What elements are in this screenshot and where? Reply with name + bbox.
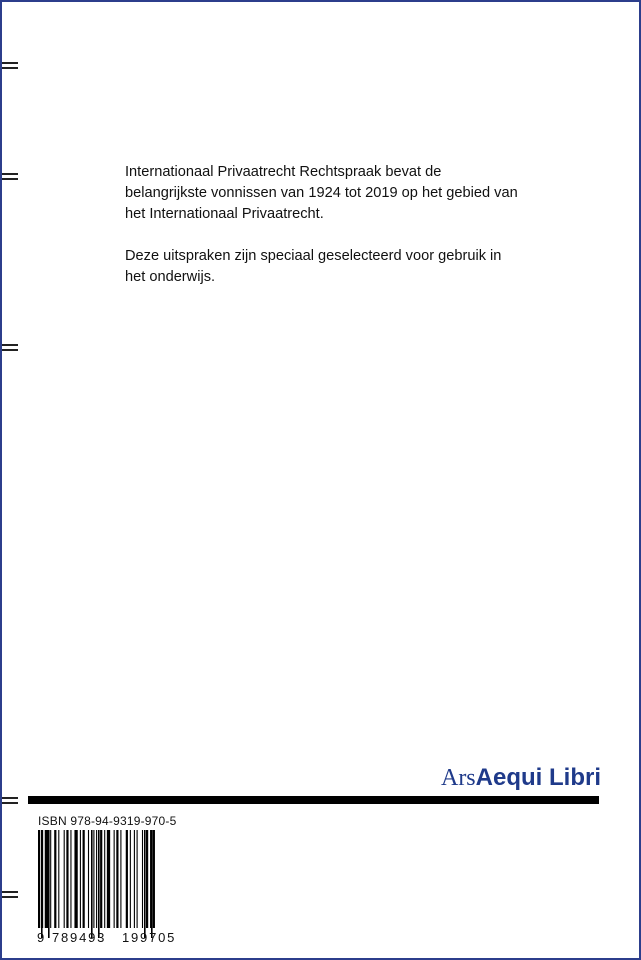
barcode-digit-lead: 9 — [37, 930, 47, 945]
barcode-guard-bar — [91, 830, 93, 938]
barcode-bar — [153, 830, 155, 928]
barcode-bar — [142, 830, 143, 928]
barcode-bar — [83, 830, 85, 928]
barcode-bar — [38, 830, 40, 928]
isbn-label: ISBN 978-94-9319-970-5 — [38, 814, 177, 828]
trim-mark — [2, 344, 18, 346]
trim-mark — [2, 173, 18, 175]
barcode-bar — [120, 830, 121, 928]
barcode-guard-bar — [151, 830, 153, 938]
barcode-bar — [137, 830, 138, 928]
barcode-bar — [107, 830, 110, 928]
barcode-bar — [54, 830, 56, 928]
barcode-bar — [66, 830, 68, 928]
divider-bar — [28, 796, 599, 804]
description-paragraph: Deze uitspraken zijn speciaal geselecteerd voor gebruik in het onderwijs. — [125, 248, 502, 285]
barcode-bar — [100, 830, 102, 928]
barcode-bar — [64, 830, 65, 928]
barcode-bar — [45, 830, 48, 928]
trim-mark — [2, 797, 18, 799]
barcode-digits-right: 199705 — [122, 930, 177, 945]
publisher-logo-aequi-libri: Aequi Libri — [475, 764, 601, 791]
barcode-guard-bar — [48, 830, 50, 938]
barcode-digits-left: 789493 — [52, 930, 107, 945]
barcode-bar — [134, 830, 135, 928]
barcode-bar — [104, 830, 105, 928]
barcode-guard-bar — [144, 830, 146, 938]
cover-description — [125, 162, 525, 309]
publisher-logo — [441, 764, 601, 792]
barcode-bar — [96, 830, 97, 928]
description-paragraph: Internationaal Privaatrecht Rechtspraak bevat de belangrijkste vonnissen van 1924 tot 2019 op het gebied van het Internationaal Privaatrecht. — [125, 164, 518, 222]
barcode-guard-bar — [41, 830, 43, 938]
publisher-logo-ars: Ars — [440, 765, 476, 791]
barcode-bar — [116, 830, 118, 928]
barcode-bar — [126, 830, 128, 928]
barcode-bar — [58, 830, 59, 928]
barcode-bar — [130, 830, 131, 928]
barcode-bar — [74, 830, 77, 928]
barcode-bar — [146, 830, 148, 928]
trim-mark — [2, 891, 18, 893]
barcode-bar — [150, 830, 151, 928]
barcode-bar — [80, 830, 81, 928]
barcode-bar — [93, 830, 94, 928]
barcode-guard-bar — [98, 830, 100, 938]
barcode-bar — [114, 830, 115, 928]
barcode-bar — [88, 830, 89, 928]
barcode-bar — [70, 830, 71, 928]
trim-mark — [2, 62, 18, 64]
barcode-bar — [50, 830, 51, 928]
